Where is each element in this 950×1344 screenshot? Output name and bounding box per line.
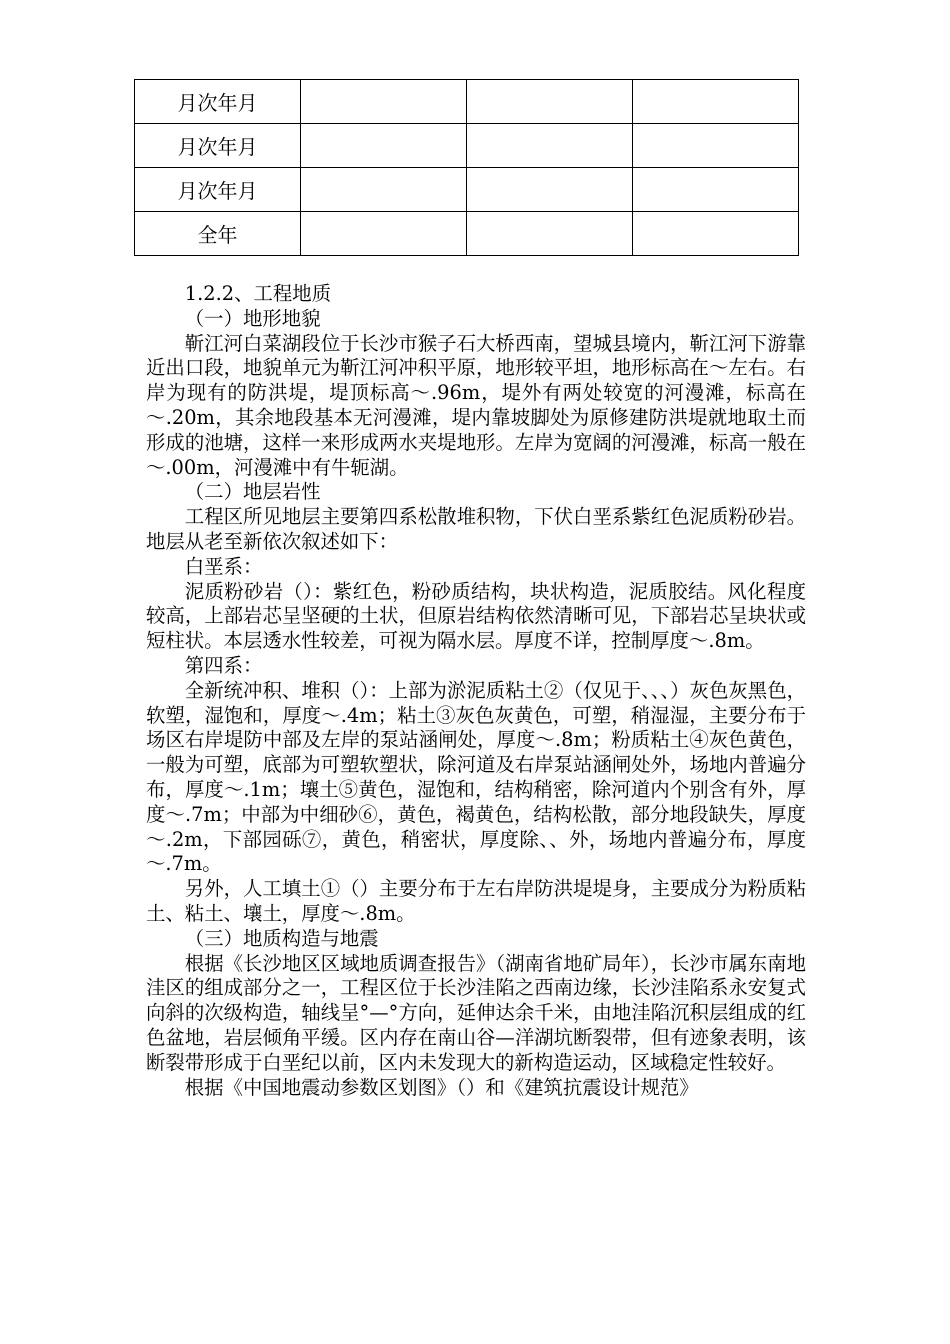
paragraph: 靳江河白菜湖段位于长沙市猴子石大桥西南，望城县境内，靳江河下游靠近出口段，地貌单元为靳江河冲积平原，地形较平坦，地形标高在～左右。右岸为现有的防洪堤，堤顶标高～.96m，堤外有两处较宽的河漫滩，标高在～.20m，其余地段基本无河漫滩，堤内靠坡脚处为原修建防洪堤就地取土而形成的池塘，这样一来形成两水夹堤地形。左岸为宽阔的河漫滩，标高一般在～.00m，河漫滩中有牛轭湖。 (146, 331, 806, 479)
section-heading: 1.2.2、工程地质 (184, 282, 332, 305)
body-text (146, 282, 806, 1100)
table-cell (467, 212, 633, 256)
row-label-cell: 月次年月 (135, 124, 301, 168)
table-row (135, 80, 799, 124)
table-row (135, 168, 799, 212)
table-cell (633, 124, 799, 168)
paragraph: 根据《长沙地区区域地质调查报告》（湖南省地矿局年），长沙市属东南地洼区的组成部分之一，工程区位于长沙洼陷之西南边缘，长沙洼陷系永安复式向斜的次级构造，轴线呈°—°方向，延伸达余千米，由地洼陷沉积层组成的红色盆地，岩层倾角平缓。区内存在南山谷—洋湖坑断裂带，但有迹象表明，该断裂带形成于白垩纪以前，区内未发现大的新构造运动，区域稳定性较好。 (146, 951, 806, 1074)
table-cell (467, 80, 633, 124)
table-cell (301, 168, 467, 212)
row-label-cell: 全年 (135, 212, 301, 256)
paragraph: 另外，人工填土①（）主要分布于左右岸防洪堤堤身，主要成分为粉质粘土、粘土、壤土，厚度～.8m。 (146, 877, 806, 925)
subsection-heading-strata: （二）地层岩性 (184, 480, 321, 504)
subsection-heading-terrain: （一）地形地貌 (184, 306, 321, 330)
table-row (135, 124, 799, 168)
table-cell (301, 80, 467, 124)
table-cell (633, 168, 799, 212)
table-cell (633, 80, 799, 124)
paragraph: 工程区所见地层主要第四系松散堆积物，下伏白垩系紫红色泥质粉砂岩。地层从老至新依次叙述如下： (146, 505, 806, 553)
paragraph: 根据《中国地震动参数区划图》（）和《建筑抗震设计规范》 (184, 1075, 699, 1099)
row-label-cell: 月次年月 (135, 80, 301, 124)
table-cell (301, 124, 467, 168)
table-cell (467, 168, 633, 212)
row-label-cell: 月次年月 (135, 168, 301, 212)
table-cell (467, 124, 633, 168)
monthly-table (134, 79, 799, 256)
table-cell (301, 212, 467, 256)
table-row (135, 212, 799, 256)
subsection-heading-geology: （三）地质构造与地震 (184, 926, 379, 950)
paragraph: 第四系： (184, 653, 263, 677)
table-cell (633, 212, 799, 256)
paragraph: 泥质粉砂岩（）：紫红色，粉砂质结构，块状构造，泥质胶结。风化程度较高，上部岩芯呈坚硬的土状，但原岩结构依然清晰可见，下部岩芯呈块状或短柱状。本层透水性较差，可视为隔水层。厚度不详，控制厚度～.8m。 (146, 579, 806, 653)
paragraph: 全新统冲积、堆积（）：上部为淤泥质粘土②（仅见于、、、）灰色灰黑色，软塑，湿饱和，厚度～.4m；粘土③灰色灰黄色，可塑，稍湿湿，主要分布于场区右岸堤防中部及左岸的泵站涵闸处，厚度～.8m；粉质粘土④灰色黄色，一般为可塑，底部为可塑软塑状，除河道及右岸泵站涵闸处外，场地内普遍分布，厚度～.1m；壤土⑤黄色，湿饱和，结构稍密，除河道内个别含有外，厚度～.7m；中部为中细砂⑥，黄色，褐黄色，结构松散，部分地段缺失，厚度～.2m，下部园砾⑦，黄色，稍密状，厚度除、、外，场地内普遍分布，厚度～.7m。 (146, 678, 806, 876)
paragraph: 白垩系： (184, 554, 263, 578)
